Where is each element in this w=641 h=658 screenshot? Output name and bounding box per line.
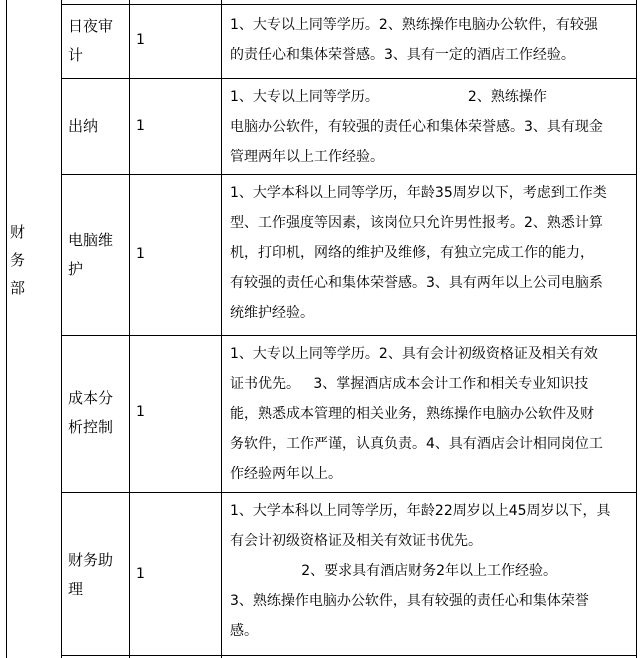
requirement-line: 机，打印机，网络的维护及维修，有独立完成工作的能力， [230, 245, 594, 261]
requirement-line: 1、大专以上同等学历。2、熟练操作电脑办公软件，有较强 [230, 17, 598, 33]
job-title-line: 计 [68, 46, 84, 64]
column-divider-count [129, 0, 130, 658]
requirements-cell [230, 10, 630, 70]
requirement-line: 型、工作强度等因素，该岗位只允许男性报考。2、熟悉计算 [230, 215, 603, 231]
requirement-line: 1、大学本科以上同等学历，年龄22周岁以上45周岁以下，具 [230, 503, 611, 519]
requirement-line: 电脑办公软件，有较强的责任心和集体荣誉感。3、具有现金 [230, 119, 603, 135]
job-title-line: 析控制 [68, 418, 114, 436]
job-title-line: 财务助 [68, 551, 114, 569]
job-title-cell [68, 112, 128, 141]
table-border-right [636, 0, 637, 658]
headcount-cell: 1 [136, 566, 145, 582]
row-divider-2 [61, 174, 637, 175]
department-label-line2: 部 [10, 279, 32, 297]
requirement-line: 务软件，工作严谨，认真负责。4、具有酒店会计相同岗位工 [230, 436, 603, 452]
job-title-line: 日夜审 [68, 17, 114, 35]
job-title-cell [68, 384, 128, 442]
requirement-line: 有较强的责任心和集体荣誉感。3、具有两年以上公司电脑系 [230, 275, 603, 291]
job-title-line: 护 [68, 260, 84, 278]
headcount-cell: 1 [136, 404, 145, 420]
headcount-cell: 1 [136, 32, 145, 48]
table-border-left [6, 0, 7, 658]
row-divider-1 [61, 78, 637, 79]
job-title-cell [68, 226, 128, 284]
requirement-line: 有会计初级资格证及相关有效证书优先。 [230, 533, 482, 549]
department-label-line1: 财 务 [10, 223, 32, 269]
requirement-line: 3、熟练操作电脑办公软件，具有较强的责任心和集体荣誉 [230, 593, 589, 609]
requirements-cell [230, 339, 630, 489]
requirement-line: 2、要求具有酒店财务2年以上工作经验。 [230, 563, 558, 579]
requirements-cell [230, 178, 630, 328]
department-cell [10, 218, 60, 302]
requirement-line: 统维护经验。 [230, 305, 314, 321]
job-title-line: 电脑维 [68, 231, 114, 249]
requirements-cell [230, 496, 630, 646]
requirement-line: 1、大专以上同等学历。 2、熟练操作 [230, 89, 547, 105]
requirement-line: 感。 [230, 623, 258, 639]
requirements-cell [230, 82, 630, 172]
requirement-line: 作经验两年以上。 [230, 466, 342, 482]
requirement-line: 管理两年以上工作经验。 [230, 149, 384, 165]
row-divider-top [61, 4, 637, 5]
requirement-line: 证书优先。 3、掌握酒店成本会计工作和相关专业知识技 [230, 376, 589, 392]
requirement-line: 1、大学本科以上同等学历，年龄35周岁以下，考虑到工作类 [230, 185, 607, 201]
job-title-line: 理 [68, 580, 84, 598]
column-divider-requirements [221, 0, 222, 658]
headcount-cell: 1 [136, 118, 145, 134]
job-title-cell [68, 12, 128, 70]
requirement-line: 能，熟悉成本管理的相关业务，熟练操作电脑办公软件及财 [230, 406, 594, 422]
row-divider-5 [61, 655, 637, 656]
job-title-line: 出纳 [68, 117, 99, 135]
column-divider-title [61, 0, 62, 658]
requirement-line: 的责任心和集体荣誉感。3、具有一定的酒店工作经验。 [230, 47, 575, 63]
job-title-line: 成本分 [68, 389, 114, 407]
row-divider-3 [61, 335, 637, 336]
job-title-cell [68, 546, 128, 604]
headcount-cell: 1 [136, 246, 145, 262]
requirement-line: 1、大专以上同等学历。2、具有会计初级资格证及相关有效 [230, 346, 598, 362]
row-divider-4 [61, 492, 637, 493]
